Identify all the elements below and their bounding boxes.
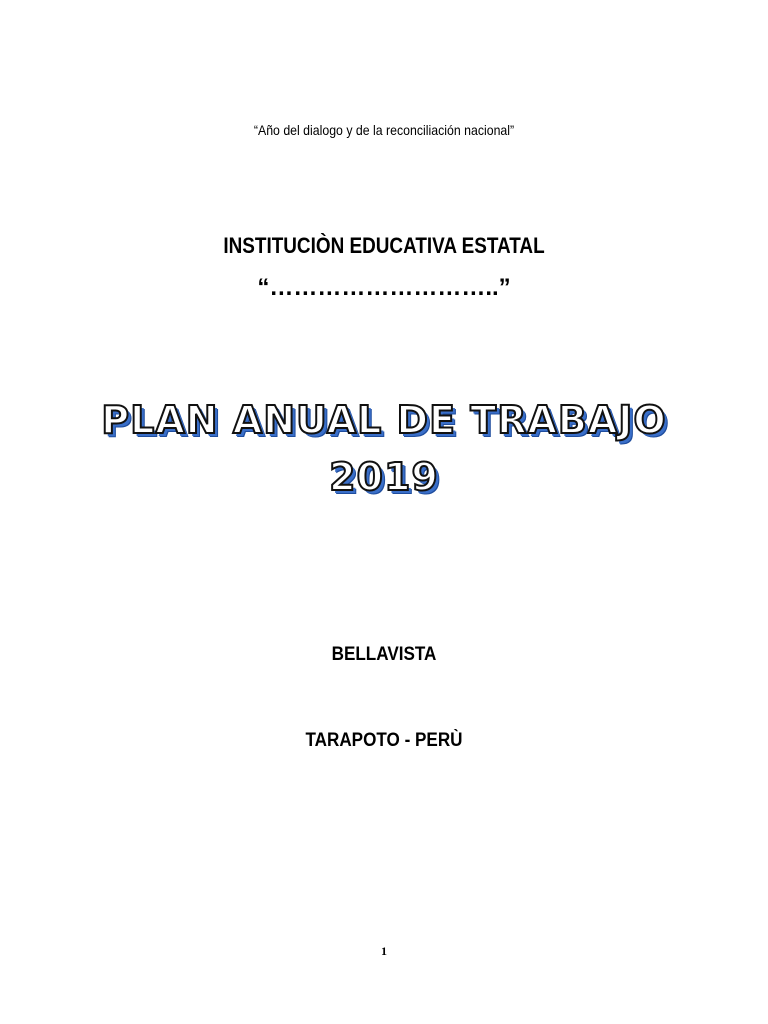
institution-name-placeholder: “………………………..” xyxy=(257,274,511,301)
national-motto: “Año del dialogo y de la reconciliación nacional” xyxy=(253,122,515,138)
region-label: TARAPOTO - PERÙ xyxy=(305,730,463,751)
institution-heading: INSTITUCIÒN EDUCATIVA ESTATAL xyxy=(223,233,545,258)
plan-title: PLAN ANUAL DE TRABAJO xyxy=(101,398,667,442)
plan-year: 2019 xyxy=(329,455,439,499)
city-label: BELLAVISTA xyxy=(331,644,437,665)
page-number: 1 xyxy=(381,944,387,958)
